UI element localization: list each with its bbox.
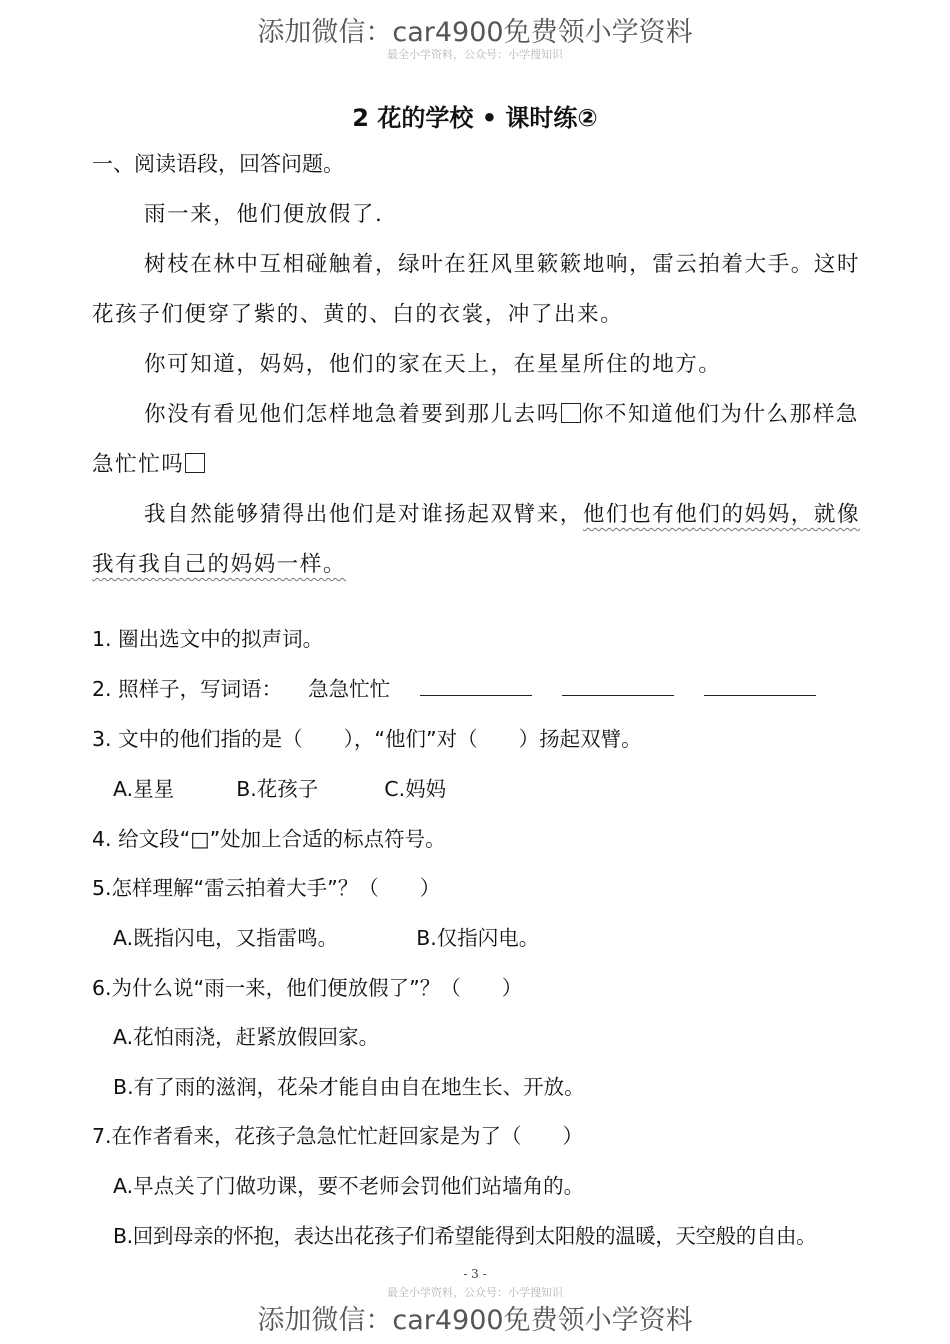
option-a: A.星星	[113, 777, 175, 801]
question-6-option-a: A.花怕雨浇，赶紧放假回家。	[113, 1025, 380, 1049]
page-title: 2 花的学校 • 课时练②	[352, 104, 598, 132]
question-2-example: 急急忙忙	[308, 677, 391, 701]
section-heading: 一、阅读语段，回答问题。	[92, 152, 344, 176]
option-b: B.仅指闪电。	[416, 926, 540, 950]
passage-p4-part-a: 你没有看见他们怎样地急着要到那儿去吗	[144, 402, 560, 427]
answer-blank-3[interactable]	[704, 677, 816, 696]
question-2-label: 2. 照样子，写词语：	[92, 677, 283, 701]
faint-header: 最全小学资料，公众号：小学搜知识	[387, 48, 563, 61]
question-6: 6.为什么说“雨一来，他们便放假了”？（ ）	[92, 976, 523, 1000]
passage-paragraph-3: 你可知道，妈妈，他们的家在天上，在星星所住的地方。	[144, 352, 722, 377]
watermark-top: 添加微信：car4900免费领小学资料	[257, 17, 693, 48]
passage-paragraph-1: 雨一来，他们便放假了.	[144, 202, 384, 227]
question-5: 5.怎样理解“雷云拍着大手”？（ ）	[92, 876, 441, 900]
question-7-option-b: B.回到母亲的怀抱，表达出花孩子们希望能得到太阳般的温暖，天空般的自由。	[113, 1224, 817, 1248]
question-7-option-a: A.早点关了门做功课，要不老师会罚他们站墙角的。	[113, 1174, 585, 1198]
question-3-options	[113, 772, 446, 802]
question-2	[92, 672, 816, 702]
page-number: - 3 -	[463, 1267, 487, 1281]
question-6-option-b: B.有了雨的滋润，花朵才能自由自在地生长、开放。	[113, 1075, 585, 1099]
reading-passage	[92, 190, 867, 590]
passage-paragraph-5	[92, 490, 867, 590]
wavy-underlined-sentence: 他们也有他们的妈妈，就像我有我自己的妈妈一样。	[92, 502, 861, 577]
question-3: 3. 文中的他们指的是（ ），“他们”对（ ）扬起双臂。	[92, 727, 642, 751]
passage-p5-part-a: 我自然能够猜得出他们是对谁扬起双臂来，	[144, 502, 583, 527]
passage-p4-part-b: 你不知道他们为什么那样急急忙忙吗	[92, 402, 860, 477]
answer-blank-2[interactable]	[562, 677, 674, 696]
option-a: A.既指闪电，又指雷鸣。	[113, 926, 339, 950]
option-b: B.花孩子	[236, 777, 319, 801]
punctuation-box	[185, 453, 205, 473]
option-c: C.妈妈	[384, 777, 447, 801]
question-7: 7.在作者看来，花孩子急急忙忙赶回家是为了（ ）	[92, 1124, 584, 1148]
passage-paragraph-2: 树枝在林中互相碰触着，绿叶在狂风里簌簌地响，雷云拍着大手。这时花孩子们便穿了紫的、黄的、白的衣裳，冲了出来。	[92, 252, 861, 327]
watermark-bottom: 添加微信：car4900免费领小学资料	[257, 1305, 693, 1336]
question-5-options	[113, 921, 539, 951]
faint-footer: 最全小学资料，公众号：小学搜知识	[387, 1286, 563, 1299]
question-1: 1. 圈出选文中的拟声词。	[92, 627, 324, 651]
passage-paragraph-4	[92, 390, 867, 490]
question-4: 4. 给文段“□”处加上合适的标点符号。	[92, 827, 446, 851]
punctuation-box	[561, 403, 581, 423]
answer-blank-1[interactable]	[420, 677, 532, 696]
